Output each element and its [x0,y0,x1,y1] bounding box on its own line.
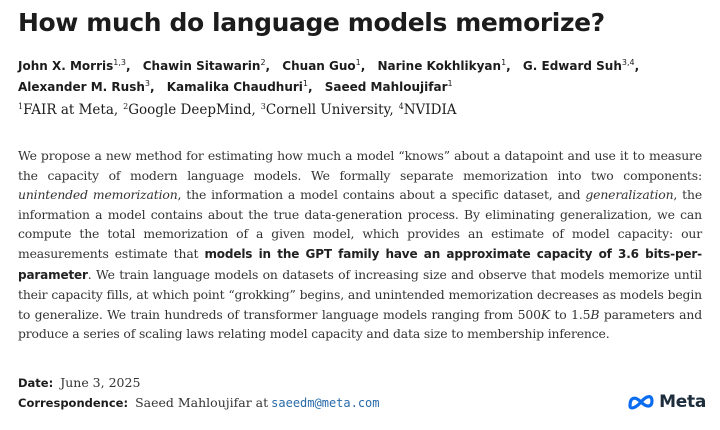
author-affiliation-mark: 1,3 [113,58,126,67]
affiliation-name: NVIDIA [403,102,457,118]
author-name-text: Kamalika Chaudhuri [166,80,303,94]
author-affiliation-mark: 3,4 [621,58,635,67]
author-affiliation-mark: 1 [447,79,453,88]
author-affiliation-mark: 1 [501,58,507,67]
affiliation-name: Google DeepMind, [128,102,256,118]
abstract-math-b: B [590,306,600,322]
correspondence-label: Correspondence: [18,396,129,410]
date-value: June 3, 2025 [60,375,141,390]
affiliation-number: 1 [18,102,24,111]
author-name: John X. Morris$^{1,3}$, [18,58,131,73]
author-name: G. Edward Suh$^{3,4}$, [522,58,640,73]
author-name-text: Chawin Sitawarin [142,59,261,73]
abstract-term-unintended: unintended memorization [18,187,178,203]
abstract-text-6: parameters and produce a series of scaling laws relating model capacity and data size to membership inference. [18,306,703,342]
author-list [18,56,708,98]
date-line [18,375,140,391]
author-name-text: Saeed Mahloujifar [324,80,448,94]
author-affiliation-mark: 2 [260,58,266,67]
abstract-math-k: K [540,306,550,322]
author-name: Narine Kokhlikyan$^1$, [377,58,511,73]
affiliation-number: 4 [398,102,404,111]
abstract-key-finding: models in the GPT family have an approximate capacity of 3.6 bits-per-parameter [18,246,702,282]
author-name: Kamalika Chaudhuri$^1$, [166,79,313,94]
affiliation-number: 3 [260,102,266,111]
affiliation-number: 2 [123,102,129,111]
abstract-term-generalization: generalization [585,187,674,203]
author-name: Chuan Guo$^1$, [282,58,366,73]
meta-logo-text: Meta [659,392,706,412]
abstract-text-2: , the information a model contains about a specific dataset, and [177,187,586,203]
correspondence-email-link[interactable]: saeedm@meta.com [271,396,380,410]
author-name-text: John X. Morris [18,59,114,73]
author-name-text: G. Edward Suh [522,59,622,73]
author-name-text: Chuan Guo [282,59,356,73]
affiliation-item [123,102,256,118]
correspondence-line [18,395,380,411]
affiliation-name: FAIR at Meta, [23,102,119,118]
author-name [325,80,453,94]
author-name: Alexander M. Rush$^3$, [18,79,155,94]
meta-infinity-icon [626,393,656,411]
abstract-text-4: . We train language models on datasets of increasing size and observe that models memorize until their capacity fills, at which point “grokking” begins, and unintended memorization decreases as models begin to generalize. We train hundreds of transformer language models ranging from 500 [18,266,702,322]
author-affiliation-mark: 3 [144,79,150,88]
date-label: Date: [18,376,54,390]
abstract-text-1: We propose a new method for estimating how much a model “knows” about a datapoint and use it to measure the capacity of modern language models. We formally separate memorization into two components: [18,148,702,183]
affiliation-item [18,102,118,118]
affiliation-item [261,102,394,118]
author-name-text: Narine Kokhlikyan [377,59,502,73]
author-affiliation-mark: 1 [355,58,361,67]
affiliations [18,102,462,118]
abstract-text-5: to 1.5 [549,306,591,322]
author-name: Chawin Sitawarin$^2$, [142,58,271,73]
author-affiliation-mark: 1 [302,79,309,88]
author-name-text: Alexander M. Rush [18,80,145,94]
correspondence-name: Saeed Mahloujifar at [135,395,269,410]
affiliation-item [399,102,457,118]
abstract-text-3: , the information a model contains about the true data-generation process. By eliminating generalization, we can compute the total memorization of a given model, which provides an estimate of model capacity: our measurements estimate that [18,187,703,261]
affiliation-name: Cornell University, [265,102,394,118]
meta-logo [626,390,706,414]
abstract [18,146,702,344]
paper-title: How much do language models memorize? [18,8,605,37]
